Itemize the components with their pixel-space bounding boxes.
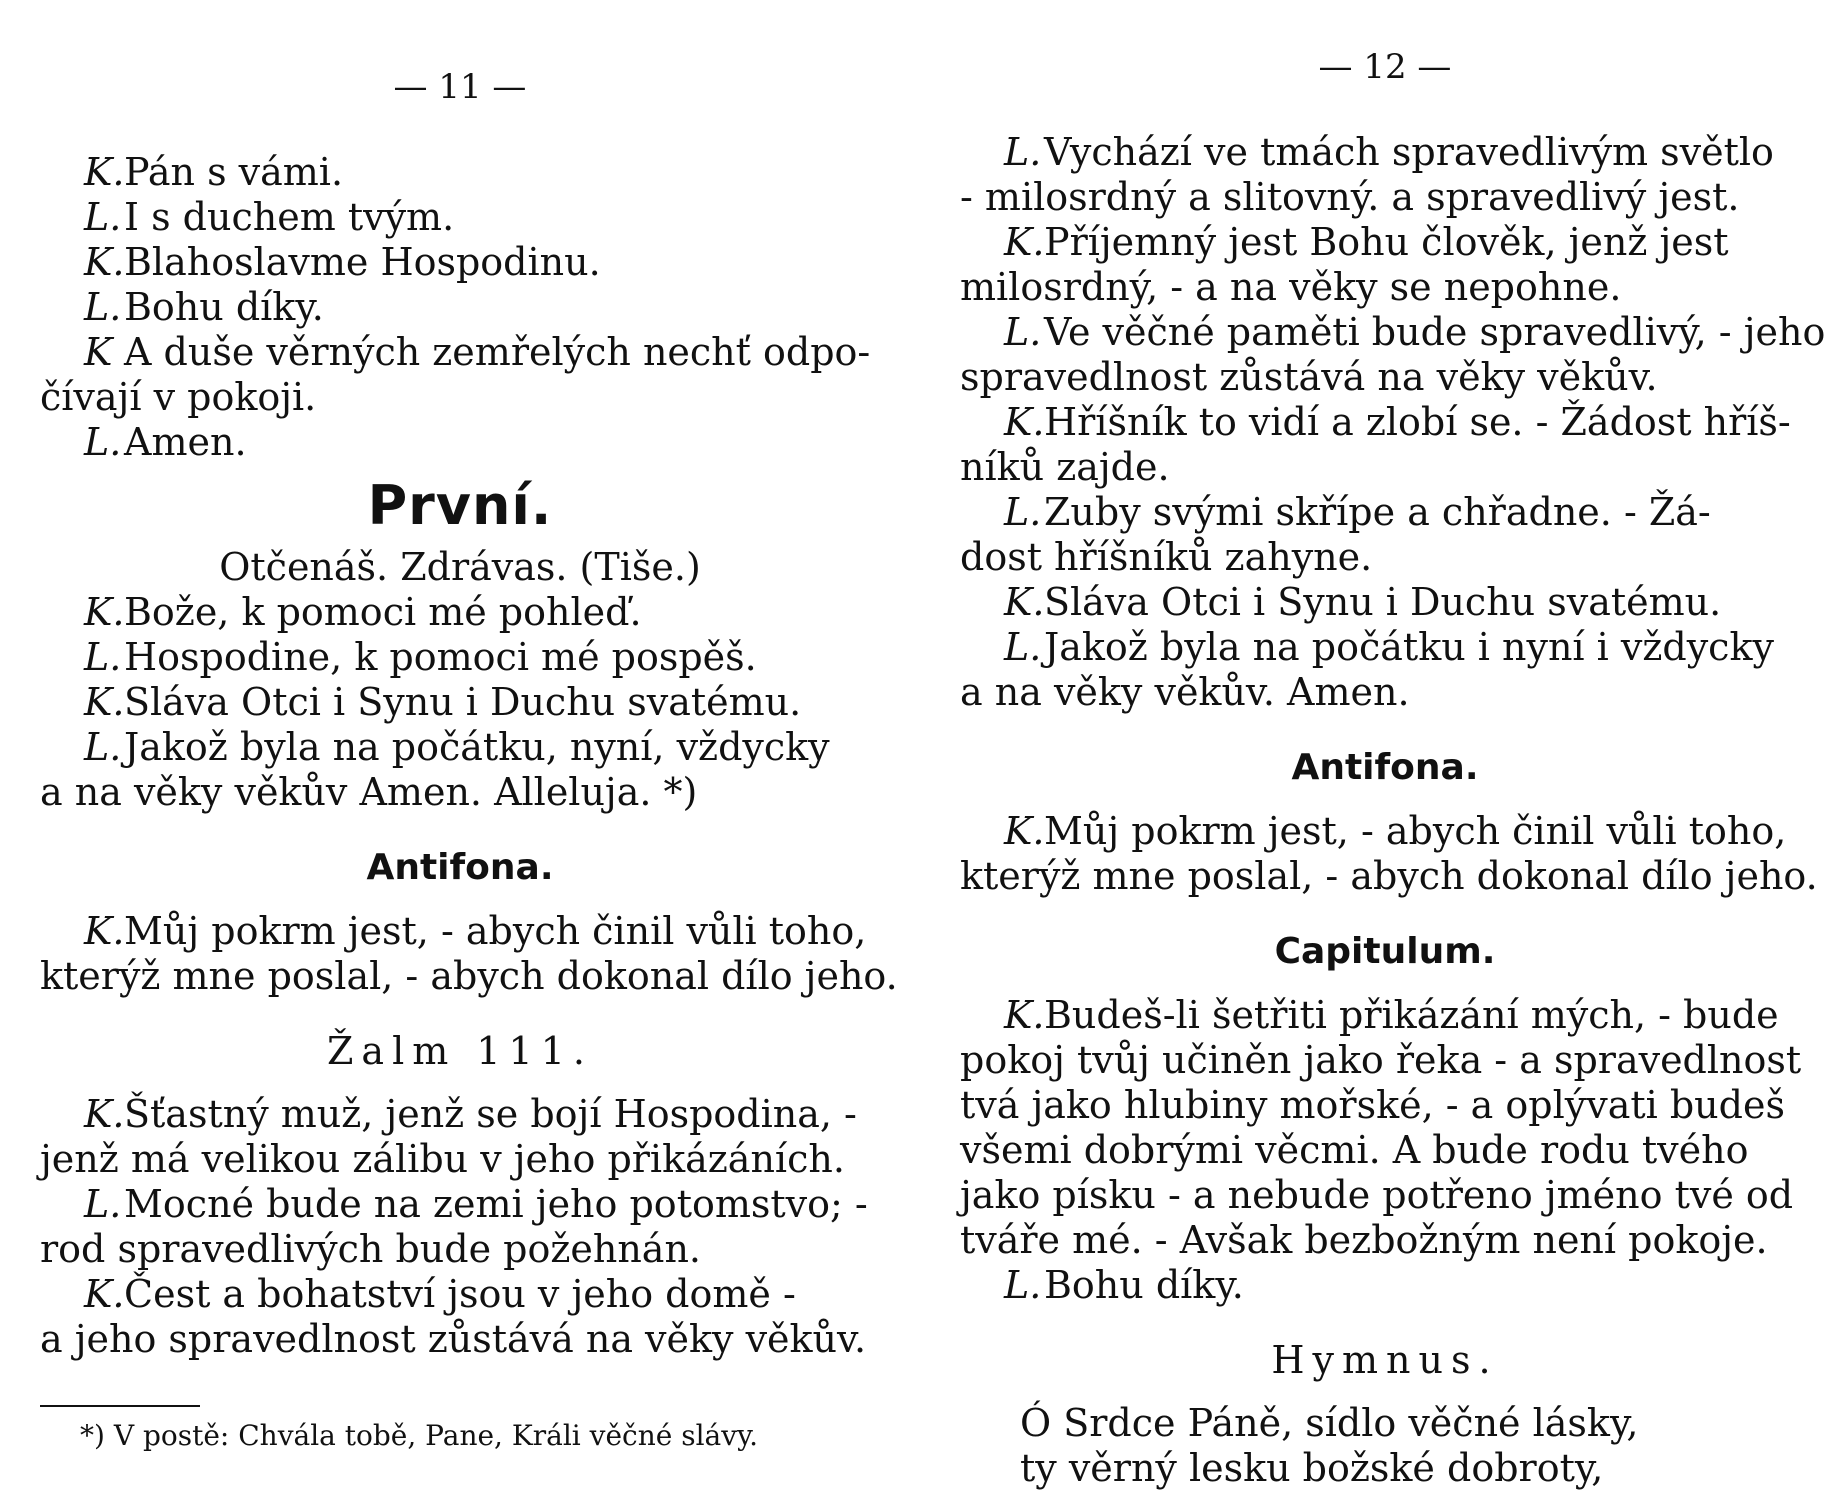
line-text: tváře mé. - Avšak bezbožným není pokoje.	[960, 1218, 1768, 1262]
right-page-body	[960, 130, 1826, 1491]
line-text: Sláva Otci i Synu i Duchu svatému.	[124, 680, 802, 724]
antifona-text	[960, 809, 1818, 899]
subheading: Otčenáš. Zdrávas. (Tiše.)	[219, 545, 701, 589]
line-text: Bohu díky.	[124, 285, 324, 329]
page-number: — 11 —	[393, 67, 527, 107]
text-line	[960, 535, 1810, 580]
text-line	[960, 809, 1810, 854]
text-line	[40, 1182, 880, 1227]
text-line	[40, 330, 880, 375]
text-line	[40, 680, 880, 725]
psalm-text	[40, 1092, 880, 1362]
capitulum-heading: Capitulum.	[1274, 931, 1496, 972]
line-text: Jakož byla na počátku i nyní i vždycky	[1044, 625, 1774, 669]
text-line	[960, 1173, 1810, 1218]
speaker-mark: K.	[84, 680, 125, 724]
speaker-mark: K.	[84, 590, 125, 634]
text-line	[960, 580, 1810, 625]
line-text: Sláva Otci i Synu i Duchu svatému.	[1044, 580, 1722, 624]
line-text: jako písku - a nebude potřeno jméno tvé od	[960, 1173, 1794, 1217]
speaker-mark: L.	[1004, 625, 1042, 669]
speaker-mark: L.	[84, 285, 122, 329]
antifona-heading: Antifona.	[1291, 747, 1479, 788]
speaker-mark: L.	[1004, 490, 1042, 534]
text-line	[960, 175, 1810, 220]
line-text: kterýž mne poslal, - abych dokonal dílo jeho.	[40, 954, 898, 998]
speaker-mark: L.	[1004, 1263, 1042, 1307]
line-text: Ve věčné paměti bude spravedlivý, - jeho	[1044, 310, 1826, 354]
text-line	[40, 420, 880, 465]
line-text: Vychází ve tmách spravedlivým světlo	[1044, 130, 1774, 174]
line-text: Zuby svými skřípe a chřadne. - Žá-	[1044, 490, 1711, 534]
speaker-mark: K.	[84, 150, 125, 194]
speaker-mark: K.	[84, 1272, 125, 1316]
speaker-mark: L.	[84, 635, 122, 679]
line-text: Amen.	[124, 420, 247, 464]
text-line	[960, 854, 1818, 899]
line-text: rod spravedlivých bude požehnán.	[40, 1227, 702, 1271]
line-text: a na věky věkův Amen. Alleluja. *)	[40, 770, 698, 814]
section-heading: První.	[367, 474, 553, 537]
speaker-mark: K.	[1004, 580, 1045, 624]
page-number: — 12 —	[1318, 47, 1452, 87]
text-line	[40, 725, 880, 770]
line-text: Hospodine, k pomoci mé pospěš.	[124, 635, 757, 679]
line-text: Čest a bohatství jsou v jeho domě -	[124, 1272, 796, 1316]
speaker-mark: K.	[1004, 400, 1045, 444]
psalm-continuation	[960, 130, 1826, 715]
speaker-mark: K.	[84, 909, 125, 953]
text-line	[960, 265, 1810, 310]
left-page	[40, 0, 898, 1500]
versicles	[40, 590, 880, 815]
text-line	[960, 220, 1810, 265]
line-text: jenž má velikou zálibu v jeho přikázáních.	[40, 1137, 845, 1181]
speaker-mark: K.	[1004, 809, 1045, 853]
line-text: milosrdný, - a na věky se nepohne.	[960, 265, 1622, 309]
text-line	[40, 285, 880, 330]
antifona-heading: Antifona.	[366, 847, 554, 888]
speaker-mark: L.	[84, 1182, 122, 1226]
text-line	[40, 590, 880, 635]
text-line	[40, 375, 880, 420]
text-line	[960, 1218, 1810, 1263]
line-text: všemi dobrými věcmi. A bude rodu tvého	[960, 1128, 1749, 1172]
text-line	[960, 310, 1826, 355]
line-text: Bohu díky.	[1044, 1263, 1244, 1307]
text-line	[40, 1092, 880, 1137]
text-line	[40, 1137, 880, 1182]
text-line	[40, 1227, 880, 1272]
text-line	[40, 635, 880, 680]
hymnus-text	[960, 1401, 1810, 1491]
text-line	[960, 400, 1810, 445]
line-text: tvá jako hlubiny mořské, - a oplývati budeš	[960, 1083, 1785, 1127]
line-text: čívají v pokoji.	[40, 375, 317, 419]
line-text: - milosrdný a slitovný. a spravedlivý jest.	[960, 175, 1740, 219]
line-text: a na věky věkův. Amen.	[960, 670, 1410, 714]
line-text: kterýž mne poslal, - abych dokonal dílo jeho.	[960, 854, 1818, 898]
line-text: A duše věrných zemřelých nechť odpo-	[124, 330, 871, 374]
speaker-mark: K.	[1004, 993, 1045, 1037]
text-line	[40, 954, 898, 999]
line-text: Mocné bude na zemi jeho potomstvo; -	[124, 1182, 868, 1226]
capitulum-text	[960, 993, 1810, 1308]
text-line	[960, 355, 1810, 400]
text-line	[960, 1038, 1810, 1083]
text-line	[960, 1083, 1810, 1128]
line-text: Příjemný jest Bohu člověk, jenž jest	[1044, 220, 1729, 264]
footnote: *) V postě: Chvála tobě, Pane, Králi věčné slávy.	[80, 1419, 759, 1452]
line-text: Bože, k pomoci mé pohleď.	[124, 590, 642, 634]
text-line	[960, 993, 1810, 1038]
line-text: Jakož byla na počátku, nyní, vždycky	[124, 725, 830, 769]
line-text: Můj pokrm jest, - abych činil vůli toho,	[124, 909, 867, 953]
text-line	[40, 1317, 880, 1362]
line-text: a jeho spravedlnost zůstává na věky věkův.	[40, 1317, 867, 1361]
text-line	[960, 130, 1810, 175]
text-line	[40, 909, 880, 954]
speaker-mark: L.	[1004, 310, 1042, 354]
line-text: Šťastný muž, jenž se bojí Hospodina, -	[124, 1092, 857, 1136]
text-line	[40, 150, 880, 195]
text-line	[960, 445, 1810, 490]
psalm-heading: Žalm 111.	[327, 1029, 593, 1073]
speaker-mark: L.	[84, 725, 122, 769]
antifona-text	[40, 909, 898, 999]
text-line	[40, 1272, 880, 1317]
text-line	[40, 240, 880, 285]
hymn-line: Ó Srdce Páně, sídlo věčné lásky,	[1020, 1401, 1639, 1445]
text-line	[960, 625, 1810, 670]
text-line	[960, 1128, 1810, 1173]
footnote-rule	[40, 1405, 200, 1407]
line-text: níků zajde.	[960, 445, 1170, 489]
speaker-mark: K.	[1004, 220, 1045, 264]
left-page-body	[40, 150, 898, 1362]
line-text: Hříšník to vidí a zlobí se. - Žádost hříš-	[1044, 400, 1791, 444]
line-text: pokoj tvůj učiněn jako řeka - a spravedlnost	[960, 1038, 1802, 1082]
speaker-mark: K.	[84, 240, 125, 284]
line-text: Pán s vámi.	[124, 150, 344, 194]
right-page	[960, 0, 1826, 1500]
line-text: dost hříšníků zahyne.	[960, 535, 1373, 579]
text-line	[960, 670, 1810, 715]
text-line	[960, 490, 1810, 535]
line-text: Budeš-li šetřiti přikázání mých, - bude	[1044, 993, 1779, 1037]
speaker-mark: L.	[84, 195, 122, 239]
hymnus-heading: Hymnus.	[1271, 1338, 1499, 1382]
text-line	[960, 1263, 1810, 1308]
hymn-line: ty věrný lesku božské dobroty,	[1020, 1446, 1604, 1490]
text-line	[40, 195, 880, 240]
opening-versicles	[40, 150, 880, 465]
text-line	[40, 770, 880, 815]
line-text: spravedlnost zůstává na věky věkův.	[960, 355, 1658, 399]
line-text: Můj pokrm jest, - abych činil vůli toho,	[1044, 809, 1787, 853]
speaker-mark: K	[84, 330, 113, 374]
speaker-mark: L.	[1004, 130, 1042, 174]
speaker-mark: L.	[84, 420, 122, 464]
line-text: Blahoslavme Hospodinu.	[124, 240, 601, 284]
line-text: I s duchem tvým.	[124, 195, 455, 239]
speaker-mark: K.	[84, 1092, 125, 1136]
